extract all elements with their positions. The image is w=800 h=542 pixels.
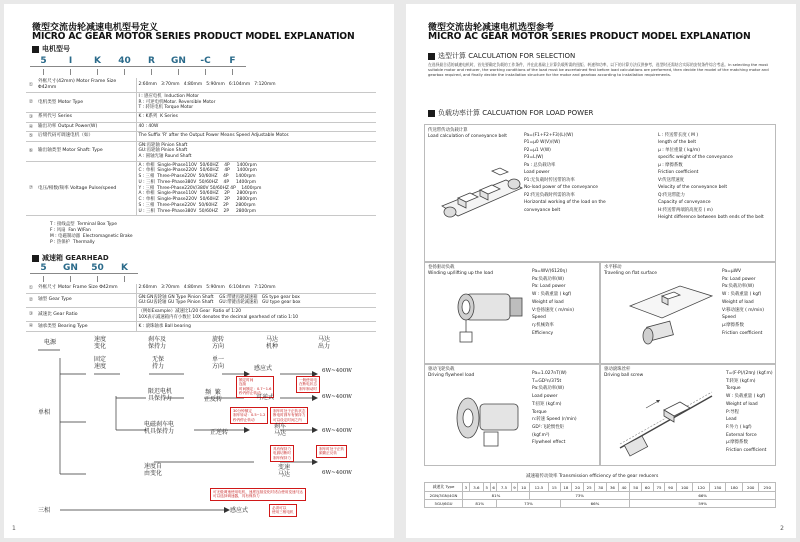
conveyor-title: 传送带传动负载计算 Load calculation of conveyance belt xyxy=(428,128,507,139)
diagram-pos-rev: 正逆转 xyxy=(210,429,229,436)
diagram-power-label: 电源 xyxy=(44,339,57,346)
table-row xyxy=(26,141,376,161)
row-label: 轴承类型 Bearing Type xyxy=(36,322,136,332)
gear-spec-table xyxy=(26,284,376,332)
gear-section-heading xyxy=(32,253,109,263)
row-value: A : 单相 Single-Phase110V 50/60HZ 4P 1400rpm C : 单相 Single-Phase220V 50/60HZ 4P 1400rpm S : 三相 Three-Phase220V 50/60HZ 4P 1400rpm U : 三相 Three-Phase380V 50/60HZ 4P 1400rpm Y : 三相 Three-Phase220V/380V 50/60HZ 4P 1400rpm A : 单相 Single-Phase110V 50/60HZ 2P 2800rpm C : 单相 Single-Phase220V 50/60HZ 2P 2800rpm S : 三相 Three-Phase220V 50/60HZ 2P 2800rpm U : 三相 Three-Phase380V 50/60HZ 2P 2800rpm xyxy=(136,161,376,215)
flywheel-list: Pa=1.027nT(W) T=GD²n/375t Pa:负载功率(W) Load power T:扭矩 (kgf.m) Torque n:转速 Speed (r/min) GD²:飞轮惯性矩 (kgf.m²) Flywheel effect xyxy=(532,371,577,446)
row-label: 输出功率 Output Power(W) xyxy=(36,122,136,132)
table-row xyxy=(26,122,376,132)
gear-code-1: 5 xyxy=(30,263,57,274)
table-cell: 9 xyxy=(511,483,518,492)
table-cell: 90 xyxy=(665,483,677,492)
row-num: ② xyxy=(26,293,36,307)
row-value: The Suffix 'R' after the Output Power Means Speed Adjustable Motor. xyxy=(136,132,376,142)
motor-code-2: I xyxy=(57,56,84,67)
table-row xyxy=(26,132,376,142)
diagram-em-brake: 电磁刹车电 机具保持力 xyxy=(144,421,175,435)
diagram-note-1: 额定时间 连续 时间额定：0.7~1.6 秒内停止转动 xyxy=(236,376,274,398)
flat-illustration xyxy=(628,284,718,354)
table-row xyxy=(26,293,376,307)
row-num: ⑤ xyxy=(26,132,36,142)
diagram-watt-4: 6W~400W xyxy=(322,470,352,476)
table-cell: 减速比 Type xyxy=(425,483,463,492)
diagram-head-motor: 马达 机种 xyxy=(266,336,279,350)
row-value: GN:齿轮轴 Pinion Shaft GU:齿轮轴 Pinion Shaft A : 圆轴光轴 Round Shaft xyxy=(136,141,376,161)
motor-code-ticks xyxy=(30,69,246,75)
row-label: 系列代号 Series xyxy=(36,113,136,123)
diagram-three-phase: 三相 xyxy=(38,507,51,514)
row-num: ② xyxy=(26,92,36,112)
motor-code-7: -C xyxy=(192,56,219,67)
table-row xyxy=(26,113,376,123)
section-square-icon xyxy=(428,110,435,117)
diagram-limited-brake: 限迟电机 具保持力 xyxy=(148,388,173,402)
box-notes: T : 接线盒型 Terminal Box Type F : 风扇 Fan W/Fan M : 电磁制动器 Electromagnetic Brake P : 热保护 Thermally xyxy=(50,222,133,246)
table-cell: 150 xyxy=(709,483,726,492)
table-cell: 10 xyxy=(518,483,530,492)
row-label: 轴型 Gear Type xyxy=(36,293,136,307)
table-cell: 75 xyxy=(653,483,665,492)
diagram-head-rot: 旋转 方向 xyxy=(212,336,225,350)
row-num: ① xyxy=(26,284,36,293)
section-square-icon xyxy=(428,53,435,60)
table-row xyxy=(26,307,376,321)
efficiency-title: 减速箱传动效率 Transmission efficiency of the gear reducers xyxy=(526,474,659,479)
diagram-note-3: 30分钟额定 刹车转动：0.5~1.2 秒内停止转动 xyxy=(230,407,268,424)
diagram-fixed-speed: 固定 速度 xyxy=(94,356,107,370)
left-title-en: MICRO AC GEAR MOTOR SERIES PRODUCT MODEL EXPLANATION xyxy=(32,31,355,42)
table-cell: 6 xyxy=(490,483,497,492)
diagram-brake-motor: 刹车 马达 xyxy=(274,423,287,437)
diagram-no-hold: 无保 持力 xyxy=(152,356,165,370)
table-cell: 60 xyxy=(642,483,654,492)
diagram-var-speed: 速度自 由变化 xyxy=(144,463,163,477)
conveyor-illustration xyxy=(436,166,528,236)
table-row xyxy=(425,483,776,492)
diagram-single-phase: 单相 xyxy=(38,409,51,416)
table-cell: 81% xyxy=(463,500,497,508)
conveyor-params: L : 传送带长度 ( M ) length of the belt μ : 单位重量 ( kg/m) specific weight of the conveyance μ : 摩擦系数 Friction coefficient V:传送带速度 Velocity of the conveyance belt Q:传送带能力 Capacity of conveyance H:传送带两端的高度差 ( m) Height difference between both ends of the belt xyxy=(658,133,764,221)
table-cell: 200 xyxy=(742,483,759,492)
row-num: ⑦ xyxy=(26,161,36,215)
table-cell: 50 xyxy=(630,483,642,492)
diagram-single-dir: 单一 方向 xyxy=(212,356,225,370)
diagram-note-7: 可无级调速使用电机，速度连续变化时适合使用变速马达 可以选择调速器，具有保持力 xyxy=(210,488,306,501)
table-cell: 2GN/3GN/4GN xyxy=(425,492,463,500)
screw-title: 驱动滚珠丝杆 Driving ball screw xyxy=(604,367,644,378)
row-value: GN:GN齿轮轴 GN Type Pinion Shaft GS:带键齿轮减速箱 GS type gear box GU:GU齿轮轴 GU Type Pinion Shaft GU:带键齿轮减速箱 GU type gear box xyxy=(136,293,376,307)
gear-section-label: 减速箱 GEARHEAD xyxy=(42,254,109,262)
motor-code-3: K xyxy=(84,56,111,67)
diagram-head-brake: 刹车及 保持力 xyxy=(148,336,167,350)
efficiency-table xyxy=(424,482,776,508)
motor-spec-table xyxy=(26,78,376,216)
row-value: 2:60mm 3:70mm 4:80mm 5:90mm 6:104mm 7:120mm xyxy=(136,78,376,92)
row-label: 外框尺寸 Motor Frame Size Φ42mm xyxy=(36,284,136,293)
table-cell: 25 xyxy=(583,483,595,492)
row-num: ⑥ xyxy=(26,141,36,161)
gear-code-2: GN xyxy=(57,263,84,274)
row-label: 输出轴类型 Motor Shaft: Type xyxy=(36,141,136,161)
motor-code-row xyxy=(30,56,246,67)
diagram-note-6: 刹车时处于正转 频繁正反转 xyxy=(316,445,347,458)
table-cell: 5GU/6GU xyxy=(425,500,463,508)
diagram-reversible: 可逆式 xyxy=(256,394,275,401)
table-row xyxy=(26,92,376,112)
page-number: 1 xyxy=(12,525,16,532)
conveyor-formulas: Pa=(F1+F2+F3)(L)(W) P1=μ0 W(V)/(W) P2=μ1 V(W) P3=L(W) Pa : 总负载功率 Load power P1:无负载时传送带的功率 No-load power of the conveyance P2:传送负载时所需的功率 Horizontal working of the load on the conveyance belt xyxy=(524,133,606,213)
right-title-en: MICRO AC GEAR MOTOR SERIES PRODUCT MODEL EXPLANATION xyxy=(428,31,751,42)
table-row xyxy=(26,284,376,293)
table-cell: 250 xyxy=(759,483,776,492)
section-square-icon xyxy=(32,255,39,262)
row-value: I : 感应电机 Induction Motor R : 可逆电机Motor. Reversible Motor T : 转矩电机 Torque Motor xyxy=(136,92,376,112)
table-cell: 20 xyxy=(572,483,584,492)
row-value: K : K系列 K Series xyxy=(136,113,376,123)
motor-code-8: F xyxy=(219,56,246,67)
row-label: 电机类型 Motor Type xyxy=(36,92,136,112)
table-cell: 36 xyxy=(607,483,619,492)
row-value: 40 : 40W xyxy=(136,122,376,132)
table-cell: 180 xyxy=(726,483,743,492)
load-section-heading xyxy=(428,108,593,118)
diagram-watt-1: 6W~400W xyxy=(322,368,352,374)
page-number: 2 xyxy=(780,525,784,532)
row-num: ③ xyxy=(26,307,36,321)
table-row xyxy=(425,500,776,508)
diagram-watt-3: 6W~400W xyxy=(322,428,352,434)
flywheel-title: 驱动飞轮负载 Driving flywheel load xyxy=(428,367,475,378)
table-cell: 3 xyxy=(463,483,470,492)
gear-code-4: K xyxy=(111,263,138,274)
table-cell: 30 xyxy=(595,483,607,492)
gear-code-row xyxy=(30,263,138,274)
winding-illustration xyxy=(450,284,528,350)
flywheel-illustration xyxy=(454,390,534,458)
left-page xyxy=(4,4,394,538)
screw-list: T=(F·P)/(2πη) (kgf.m) T:转矩 (kgf.m) Torque W : 负载重量 ( kgf) Weight of load P:导程 Lead F:外力 ( kgf) External force μ:摩擦系数 Friction coefficient xyxy=(726,371,773,454)
motor-section-heading xyxy=(32,44,70,54)
motor-code-5: R xyxy=(138,56,165,67)
table-cell: 81% xyxy=(463,492,530,500)
diagram-watt-2: 6W~400W xyxy=(322,394,352,400)
diagram-var-motor: 变速 马达 xyxy=(278,464,291,478)
row-label: 后缀代码可调速电机（如） xyxy=(36,132,136,142)
table-cell: 40 xyxy=(618,483,630,492)
table-cell: 15 xyxy=(548,483,560,492)
diagram-induction-b: 感应式 xyxy=(230,507,249,514)
diagram-note-8: 必须可以 使用三相电机 xyxy=(269,504,297,517)
winding-list: Pa=WV/(6120η) Pa:负载功率(W) Pa: Load power W : 负载重量 ( kgf) Weight of load V:卷扬速度 ( m/min) Speed η:机械效率 Efficiency xyxy=(532,269,574,336)
table-row xyxy=(26,161,376,215)
table-cell: 100 xyxy=(676,483,693,492)
motor-code-6: GN xyxy=(165,56,192,67)
table-cell: 73% xyxy=(497,500,560,508)
row-label: 减速比 Gear Ratio xyxy=(36,307,136,321)
selection-paragraph: 在选择最合适的减速电机时，首先要确定负载的工作条件，并在此基础上计算负载所需的扭矩、转速和功率，以下的计算方法仅供参考，选型时还需结合实际的安装条件综合考虑。In selecting the most suitable motor and reducer, the working conditions of the load must be ascertained first before load calculations are performed, then decide the model of the matching motor and gearbox required, and finally decide the installation structure for the motor and gearbox according to installation requirements. xyxy=(428,62,769,78)
left-title-cn: 微型交流齿轮减速电机型号定义 xyxy=(32,23,159,33)
row-label: 电压/相数/频率 Voltage Pulse/speed xyxy=(36,161,136,215)
row-value: （例如Example）减速比1/20 Gear Ratio of 1:20 10X表示减速箱内有小数位 10X denotes the decimal gearhead of ratio 1:10 xyxy=(136,307,376,321)
row-num: ④ xyxy=(26,322,36,332)
table-row xyxy=(425,492,776,500)
table-cell: 3.6 xyxy=(469,483,483,492)
selection-diagram-lines xyxy=(4,334,394,534)
table-cell: 5 xyxy=(483,483,490,492)
row-value: 2:60mm 3:70mm 4:80mm 5:90mm 6:104mm 7:120mm xyxy=(136,284,376,293)
flat-list: Pa=μWV Pa: Load power Pa:负载功率(W) W : 负载重量 ( kgf) Weight of load V:移动速度 ( m/min) Speed μ:摩擦系数 Friction coefficient xyxy=(722,269,764,336)
selection-section-label: 选型计算 CALCULATION FOR SELECTION xyxy=(438,52,576,60)
diagram-note-5: 具有保持力 电源切断时 刹车保持力 xyxy=(270,445,294,462)
load-section-label: 负载功率计算 CALCUATION FOR LOAD POWER xyxy=(438,109,594,117)
row-num: ① xyxy=(26,78,36,92)
row-label: 外框尺寸(42mm) Motor Frame Size Φ42mm xyxy=(36,78,136,92)
flat-title: 水平移动 Traveling on flat surface xyxy=(604,265,657,276)
table-cell: 73% xyxy=(529,492,629,500)
table-cell: 18 xyxy=(560,483,572,492)
row-num: ③ xyxy=(26,113,36,123)
diagram-note-2: 一般使用电 在断电状态 刹车制动时 xyxy=(296,376,320,393)
motor-section-label: 电机型号 xyxy=(42,45,70,53)
winding-title: 卷扬驱动负载 Winding up/lifting up the load xyxy=(428,265,494,276)
diagram-head-speed: 速度 变化 xyxy=(94,336,107,350)
table-cell: 7.5 xyxy=(497,483,511,492)
selection-section-heading xyxy=(428,51,575,61)
table-cell: 120 xyxy=(693,483,710,492)
diagram-induction-a: 感应式 xyxy=(254,365,273,372)
table-row xyxy=(26,322,376,332)
diagram-head-out: 马达 出力 xyxy=(318,336,331,350)
motor-code-4: 40 xyxy=(111,56,138,67)
table-cell: 12.5 xyxy=(529,483,548,492)
table-cell: 66% xyxy=(630,492,776,500)
row-num: ④ xyxy=(26,122,36,132)
diagram-note-4: 刹车时处于正转状态 断电时刹车有保持力 可以设定时间之内 xyxy=(270,407,308,424)
diagram-fwd-rev: 频 繁 正反转 xyxy=(204,389,223,403)
right-title-cn: 微型交流齿轮减速电机选型参考 xyxy=(428,23,555,33)
section-square-icon xyxy=(32,46,39,53)
motor-code-1: 5 xyxy=(30,56,57,67)
gear-code-3: 50 xyxy=(84,263,111,274)
gear-code-ticks xyxy=(30,276,138,282)
table-cell: 59% xyxy=(630,500,776,508)
table-row xyxy=(26,78,376,92)
right-page xyxy=(406,4,796,538)
table-cell: 66% xyxy=(560,500,630,508)
row-value: K : 滚珠轴承 Ball bearing xyxy=(136,322,376,332)
screw-illustration xyxy=(616,386,726,462)
